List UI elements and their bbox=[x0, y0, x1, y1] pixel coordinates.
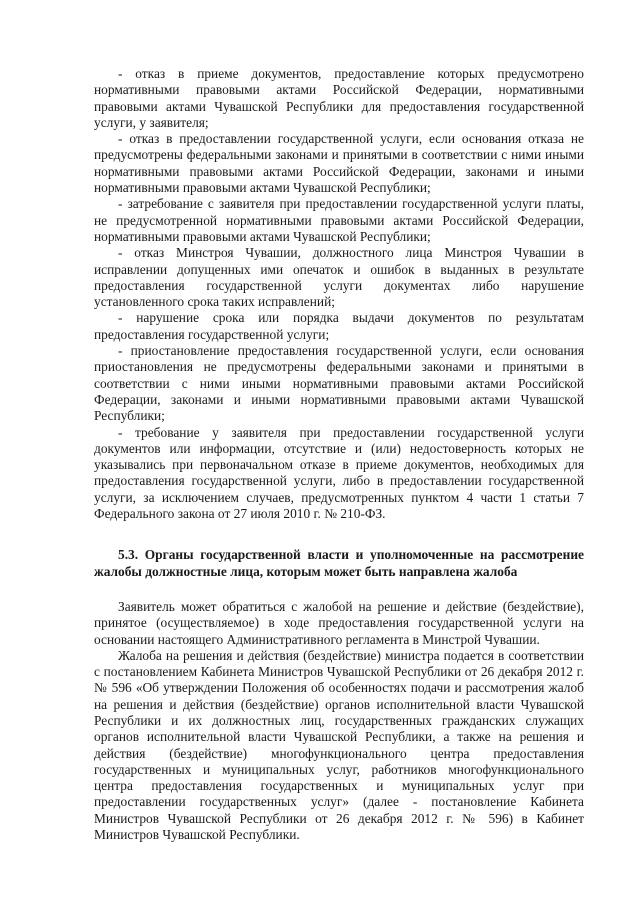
list-item: - отказ Минстроя Чувашии, должностного лица Минстроя Чувашии в исправлении допущенных ими опечаток и ошибок в выданных в результате предоставления государственной услуги документах либо нарушение установленного срока таких исправлений; bbox=[94, 245, 584, 310]
body-paragraph: Жалоба на решения и действия (бездействие) министра подается в соответствии с постановлением Кабинета Министров Чувашской Республики от 26 декабря 2012 г. № 596 «Об утверждении Положения об особенностях подачи и рассмотрения жалоб на решения и действия (бездействие) органов исполнительной власти Чувашской Республики и их должностных лиц, государственных гражданских служащих органов исполнительной власти Чувашской Республики, а также на решения и действия (бездействие) многофункционального центра предоставления государственных и муниципальных услуг, работников многофункционального центра предоставления государственных и муниципальных услуг при предоставлении государственных услуг» (далее - постановление Кабинета Министров Чувашской Республики от 26 декабря 2012 г. № 596) в Кабинет Министров Чувашской Республики. bbox=[94, 647, 584, 843]
spacer bbox=[94, 522, 584, 547]
body-paragraph: Заявитель может обратиться с жалобой на решение и действие (бездействие), принятое (осуществляемое) в ходе предоставления государственной услуги на основании настоящего Административного регламента в Минстрой Чувашии. bbox=[94, 598, 584, 647]
list-item: - затребование с заявителя при предоставлении государственной услуги платы, не предусмотренной нормативными правовыми актами Российской Федерации, нормативными правовыми актами Чувашской Республики; bbox=[94, 196, 584, 244]
list-item: - нарушение срока или порядка выдачи документов по результатам предоставления государственной услуги; bbox=[94, 310, 584, 342]
section-heading: 5.3. Органы государственной власти и уполномоченные на рассмотрение жалобы должностные лица, которым может быть направлена жалоба bbox=[94, 547, 584, 579]
list-item: - отказ в предоставлении государственной услуги, если основания отказа не предусмотрены федеральными законами и принятыми в соответствии с ними иными нормативными правовыми актами Российской Федерации, законами и иными нормативными правовыми актами Чувашской Республики; bbox=[94, 131, 584, 196]
document-page bbox=[94, 66, 584, 843]
list-item: - требование у заявителя при предоставлении государственной услуги документов или информации, отсутствие и (или) недостоверность которых не указывались при первоначальном отказе в приеме документов, необходимых для предоставления государственной услуги, либо в предоставлении государственной услуги, за исключением случаев, предусмотренных пунктом 4 части 1 статьи 7 Федерального закона от 27 июля 2010 г. № 210-ФЗ. bbox=[94, 424, 584, 522]
spacer bbox=[94, 580, 584, 599]
list-item: - отказ в приеме документов, предоставление которых предусмотрено нормативными правовыми актами Российской Федерации, нормативными правовыми актами Чувашской Республики для предоставления государственной услуги, у заявителя; bbox=[94, 66, 584, 130]
list-item: - приостановление предоставления государственной услуги, если основания приостановления не предусмотрены федеральными законами и принятыми в соответствии с ними иными нормативными правовыми актами Российской Федерации, законами и иными нормативными правовыми актами Чувашской Республики; bbox=[94, 343, 584, 424]
